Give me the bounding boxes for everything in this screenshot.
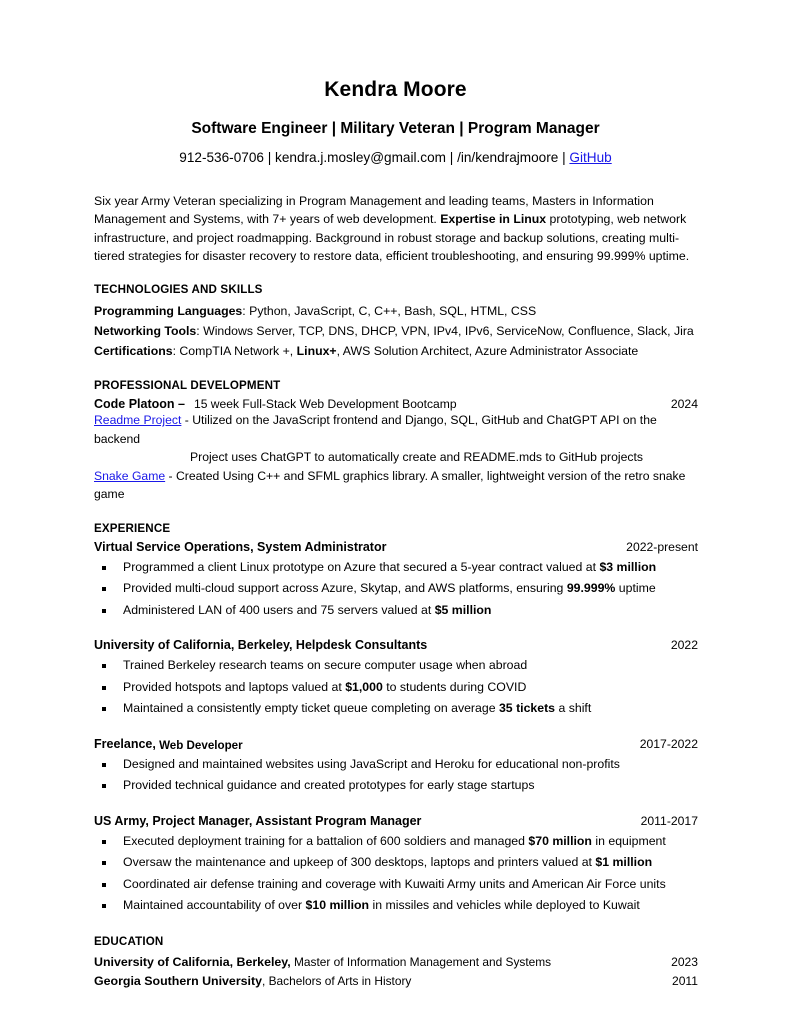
education-left-1 bbox=[94, 972, 411, 991]
skills-networking-value: : Windows Server, TCP, DNS, DHCP, VPN, IPv4, IPv6, ServiceNow, Confluence, Slack, Jira bbox=[196, 324, 694, 339]
bullet-text-a: Trained Berkeley research teams on secure computer usage when abroad bbox=[123, 658, 528, 673]
skills-networking-label: Networking Tools bbox=[94, 324, 197, 339]
list-item bbox=[94, 895, 698, 917]
bullet-text-b: $5 million bbox=[434, 602, 492, 617]
skills-certs-value-a: : CompTIA Network +, bbox=[172, 344, 297, 359]
experience-entry-1 bbox=[94, 638, 698, 720]
experience-header-3 bbox=[94, 814, 698, 828]
phone-number: 912-536-0706 bbox=[179, 150, 264, 166]
experience-title-1 bbox=[94, 638, 427, 652]
contact-separator-2: | bbox=[449, 150, 454, 166]
experience-header-2 bbox=[94, 737, 698, 751]
skills-networking-tools bbox=[94, 321, 698, 341]
email-address: kendra.j.mosley@gmail.com bbox=[275, 150, 446, 166]
bullet-text-b: $10 million bbox=[305, 898, 370, 913]
experience-dates-3: 2011-2017 bbox=[640, 813, 698, 828]
bullet-text-c: a shift bbox=[555, 701, 592, 716]
skills-languages-label: Programming Languages bbox=[94, 304, 243, 319]
experience-bullets-0 bbox=[94, 557, 698, 622]
bullet-text-b: $1,000 bbox=[345, 679, 383, 694]
education-school-0: University of California, Berkeley, bbox=[94, 954, 291, 969]
experience-title-main-2: Freelance, bbox=[94, 736, 156, 751]
education-school-1: Georgia Southern University bbox=[94, 973, 262, 988]
summary-text-2: prototyping, web network infrastructure, and project roadmapping. Background in robust storage and backup solutions, creating multi-tiered strategies for disaster recovery to restore data, efficient troubleshooting, and ensuring 99.999% uptime. bbox=[94, 212, 690, 263]
section-title-professional-development: PROFESSIONAL DEVELOPMENT bbox=[94, 379, 281, 393]
snake-game-link[interactable]: Snake Game bbox=[94, 468, 166, 483]
summary-highlight: Expertise in Linux bbox=[440, 212, 547, 227]
experience-entry-2 bbox=[94, 737, 698, 797]
readme-project-link[interactable]: Readme Project bbox=[94, 413, 182, 428]
profdev-project-1 bbox=[94, 467, 698, 504]
skills-languages-value: : Python, JavaScript, C, C++, Bash, SQL, HTML, CSS bbox=[242, 304, 537, 319]
bullet-text-b: $1 million bbox=[595, 855, 653, 870]
education-entry-0 bbox=[94, 953, 698, 972]
list-item bbox=[94, 754, 698, 776]
bullet-text-a: Provided multi-cloud support across Azure, Skytap, and AWS platforms, ensuring bbox=[123, 581, 567, 596]
bullet-text-a: Administered LAN of 400 users and 75 servers valued at bbox=[123, 602, 435, 617]
list-item bbox=[94, 831, 698, 853]
profdev-program-row bbox=[94, 397, 698, 411]
list-item bbox=[94, 677, 698, 699]
skills-certs-value-b: , AWS Solution Architect, Azure Administrator Associate bbox=[336, 344, 639, 359]
education-year-0: 2023 bbox=[671, 954, 698, 969]
experience-title-2 bbox=[94, 737, 243, 751]
summary-text-1: Six year Army Veteran specializing in Program Management and leading teams, Masters in Information Management and Systems, with 7+ years of web development. bbox=[94, 194, 654, 227]
bullet-text-a: Maintained accountability of over bbox=[123, 898, 306, 913]
section-title-skills: TECHNOLOGIES AND SKILLS bbox=[94, 283, 263, 297]
experience-title-sub-2: Web Developer bbox=[155, 739, 243, 753]
readme-project-text: - Utilized on the JavaScript frontend and Django, SQL, GitHub and ChatGPT API on the backend bbox=[94, 413, 657, 446]
experience-dates-1: 2022 bbox=[670, 638, 698, 653]
education-left-0 bbox=[94, 953, 551, 972]
education-degree-0: Master of Information Management and Systems bbox=[290, 954, 552, 969]
list-item bbox=[94, 600, 698, 622]
bullet-text-a: Provided hotspots and laptops valued at bbox=[123, 679, 346, 694]
candidate-name: Kendra Moore bbox=[324, 78, 467, 101]
experience-header-0 bbox=[94, 540, 698, 554]
experience-bullets-2 bbox=[94, 754, 698, 797]
skills-certs-label: Certifications bbox=[94, 344, 173, 359]
bullet-text-c: in missiles and vehicles while deployed to Kuwait bbox=[369, 898, 640, 913]
education-entry-1 bbox=[94, 972, 698, 991]
experience-title-main-1: University of California, Berkeley, Helpdesk Consultants bbox=[94, 638, 428, 653]
experience-dates-2: 2017-2022 bbox=[639, 736, 698, 751]
list-item bbox=[94, 852, 698, 874]
readme-project-continuation: Project uses ChatGPT to automatically create and README.mds to GitHub projects bbox=[190, 450, 643, 465]
contact-separator-3: | bbox=[562, 150, 566, 166]
experience-entry-3 bbox=[94, 814, 698, 917]
education-list bbox=[94, 953, 698, 991]
experience-title-main-0: Virtual Service Operations, System Administrator bbox=[94, 539, 387, 554]
bullet-text-a: Coordinated air defense training and coverage with Kuwaiti Army units and American Air Force units bbox=[123, 876, 666, 891]
linkedin-handle: /in/kendrajmoore bbox=[457, 150, 559, 166]
profdev-program-title bbox=[94, 397, 457, 411]
list-item bbox=[94, 557, 698, 579]
section-title-experience: EXPERIENCE bbox=[94, 521, 171, 535]
skills-certs-highlight: Linux+ bbox=[296, 344, 337, 359]
list-item bbox=[94, 655, 698, 677]
experience-title-0 bbox=[94, 540, 386, 554]
bullet-text-a: Designed and maintained websites using JavaScript and Heroku for educational non-profits bbox=[123, 756, 620, 771]
skills-certifications bbox=[94, 341, 698, 361]
contact-separator-1: | bbox=[267, 150, 272, 166]
section-title-education: EDUCATION bbox=[94, 934, 164, 948]
profdev-project-0 bbox=[94, 411, 698, 448]
list-item bbox=[94, 775, 698, 797]
bullet-text-a: Maintained a consistently empty ticket queue completing on average bbox=[123, 701, 499, 716]
experience-dates-0: 2022-present bbox=[626, 539, 698, 554]
resume-header bbox=[0, 0, 791, 166]
bullet-text-b: 35 tickets bbox=[498, 701, 556, 716]
bullet-text-c: uptime bbox=[615, 581, 656, 596]
bullet-text-c: in equipment bbox=[591, 833, 666, 848]
bullet-text-b: $3 million bbox=[599, 559, 657, 574]
list-item bbox=[94, 578, 698, 600]
experience-entry-0 bbox=[94, 540, 698, 622]
bullet-text-a: Executed deployment training for a battalion of 600 soldiers and managed bbox=[123, 833, 529, 848]
bullet-text-b: $70 million bbox=[528, 833, 592, 848]
bullet-text-a: Programmed a client Linux prototype on Azure that secured a 5-year contract valued at bbox=[123, 559, 600, 574]
education-degree-1: , Bachelors of Arts in History bbox=[262, 973, 412, 988]
skills-programming-languages bbox=[94, 301, 698, 321]
experience-title-main-3: US Army, Project Manager, Assistant Program Manager bbox=[94, 813, 422, 828]
snake-game-text: - Created Using C++ and SFML graphics library. A smaller, lightweight version of the retro snake game bbox=[94, 468, 686, 502]
bullet-text-a: Oversaw the maintenance and upkeep of 300 desktops, laptops and printers valued at bbox=[123, 855, 596, 870]
bullet-text-b: 99.999% bbox=[566, 581, 616, 596]
experience-bullets-1 bbox=[94, 655, 698, 720]
bullet-text-a: Provided technical guidance and created prototypes for early stage startups bbox=[123, 778, 535, 793]
contact-line bbox=[0, 151, 791, 166]
candidate-tagline: Software Engineer | Military Veteran | Program Manager bbox=[191, 120, 600, 138]
list-item bbox=[94, 698, 698, 720]
github-link[interactable]: GitHub bbox=[569, 150, 612, 166]
education-year-1: 2011 bbox=[671, 973, 698, 988]
profdev-program-detail: 15 week Full-Stack Web Development Bootcamp bbox=[193, 397, 457, 412]
experience-header-1 bbox=[94, 638, 698, 652]
experience-title-3 bbox=[94, 814, 421, 828]
experience-bullets-3 bbox=[94, 831, 698, 917]
profdev-program-year: 2024 bbox=[670, 397, 698, 412]
bullet-text-c: to students during COVID bbox=[382, 679, 527, 694]
resume-body bbox=[93, 192, 698, 991]
profdev-program-name: Code Platoon – bbox=[94, 397, 185, 412]
professional-summary bbox=[94, 192, 698, 265]
list-item bbox=[94, 874, 698, 896]
